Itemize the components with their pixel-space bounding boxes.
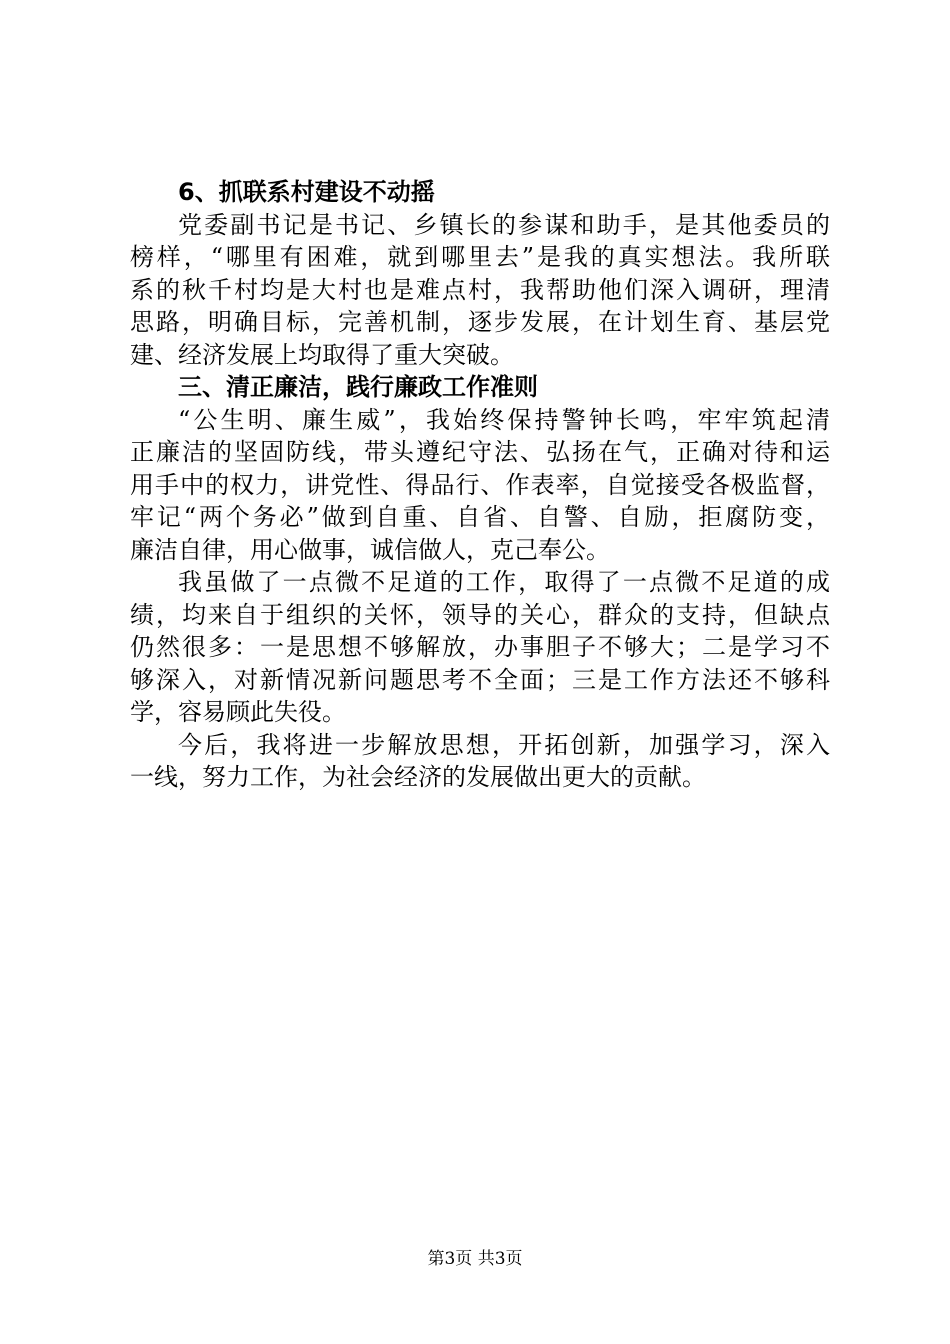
paragraph-line: 系的秋千村均是大村也是难点村，我帮助他们深入调研，理清: [130, 275, 830, 304]
paragraph-line: “公生明、廉生威”，我始终保持警钟长鸣，牢牢筑起清: [178, 405, 830, 434]
paragraph-line: 牢记“两个务必”做到自重、自省、自警、自励，拒腐防变，: [130, 503, 830, 531]
paragraph-line: 绩，均来自于组织的关怀，领导的关心，群众的支持，但缺点: [130, 600, 830, 629]
paragraph-line: 仍然很多：一是思想不够解放，办事胆子不够大；二是学习不: [130, 633, 830, 661]
paragraph-line: 一线，努力工作，为社会经济的发展做出更大的贡献。: [130, 763, 706, 791]
paragraph-line: 我虽做了一点微不足道的工作，取得了一点微不足道的成: [178, 568, 830, 596]
paragraph-line: 榜样，“哪里有困难，就到哪里去”是我的真实想法。我所联: [130, 243, 830, 271]
paragraph-line: 思路，明确目标，完善机制，逐步发展，在计划生育、基层党: [130, 308, 830, 336]
paragraph-line: 够深入，对新情况新问题思考不全面；三是工作方法还不够科: [130, 665, 830, 694]
document-body: [130, 176, 830, 794]
paragraph-line: 廉洁自律，用心做事，诚信做人，克己奉公。: [130, 535, 610, 564]
paragraph-line: 党委副书记是书记、乡镇长的参谋和助手，是其他委员的: [178, 210, 830, 239]
paragraph-line: 正廉洁的坚固防线，带头遵纪守法、弘扬在气，正确对待和运: [130, 438, 830, 466]
paragraph-line: 建、经济发展上均取得了重大突破。: [130, 340, 514, 369]
paragraph-line: 今后，我将进一步解放思想，开拓创新，加强学习，深入: [178, 730, 830, 759]
section-heading-integrity: 三、清正廉洁，践行廉政工作准则: [178, 373, 538, 401]
paragraph-line: 用手中的权力，讲党性、得品行、作表率，自觉接受各极监督，: [130, 470, 830, 499]
paragraph-line: 学，容易顾此失役。: [130, 698, 346, 726]
section-heading-village: 6、抓联系村建设不动摇: [178, 178, 435, 206]
page-number-footer: 第3页 共3页: [427, 1249, 523, 1269]
